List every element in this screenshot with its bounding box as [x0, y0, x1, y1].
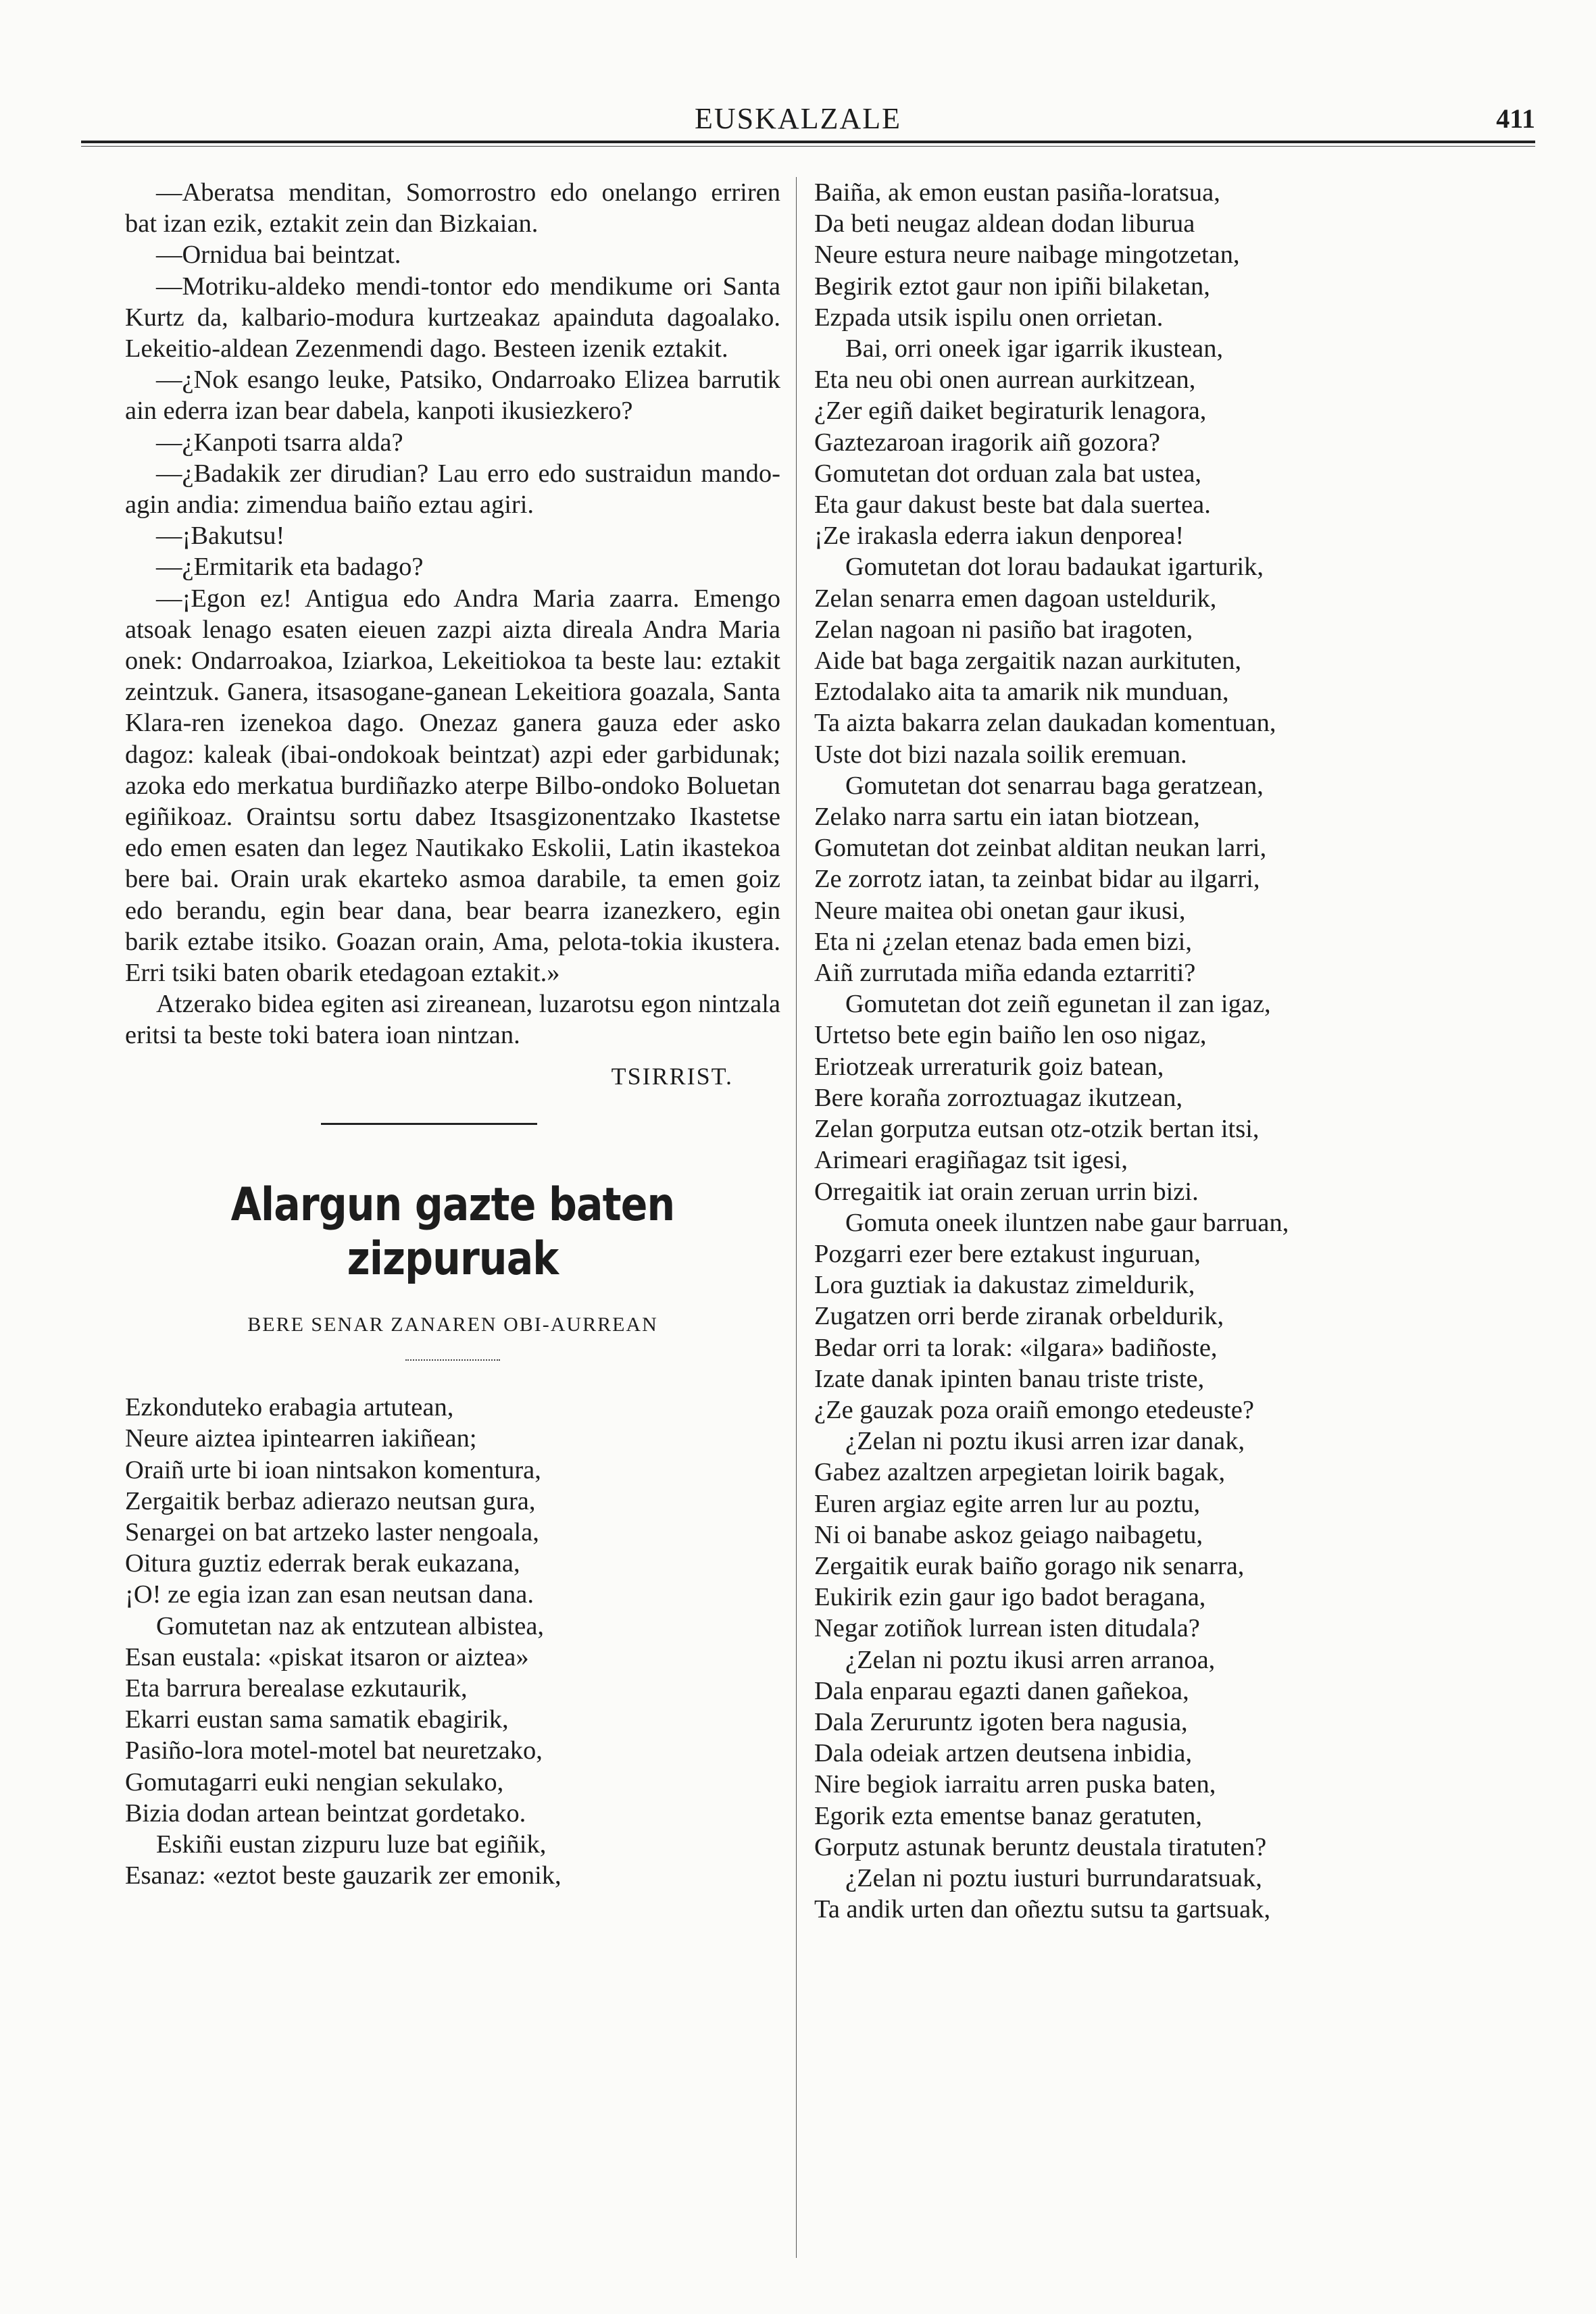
poem-line: Ni oi banabe askoz geiago naibagetu, [814, 1520, 1203, 1549]
poem-line: ¡O! ze egia izan zan esan neutsan dana. [125, 1580, 534, 1609]
poem-line: Urtetso bete egin baiño len oso nigaz, [814, 1021, 1207, 1050]
poem-line: ¿Zelan ni poztu ikusi arren izar danak, [845, 1427, 1245, 1456]
paragraph: —¿Nok esango leuke, Patsiko, Ondarroako Elizea barrutik ain ederra izan bear dabela, kanpoti ikusiezkero? [125, 366, 780, 426]
poem-line: Eriotzeak urreraturik goiz batean, [814, 1052, 1164, 1081]
running-title: EUSKALZALE [695, 102, 901, 135]
paragraph: —¿Kanpoti tsarra alda? [156, 428, 403, 457]
poem-line: Zelako narra sartu ein iatan biotzean, [814, 803, 1200, 832]
page-number: 411 [1496, 103, 1535, 134]
poem-line: Gomutetan dot senarrau baga geratzean, [845, 771, 1264, 800]
section-ornament [125, 1104, 780, 1145]
poem-line: Begirik eztot gaur non ipiñi bilaketan, [814, 272, 1210, 301]
poem-line: Uste dot bizi nazala soilik eremuan. [814, 740, 1187, 769]
right-column [814, 177, 1463, 1925]
poem-line: Da beti neugaz aldean dodan liburua [814, 209, 1195, 238]
poem-line: Zergaitik eurak baiño gorago nik senarra, [814, 1551, 1245, 1580]
poem-line: Gomutetan dot zeiñ egunetan il zan igaz, [845, 990, 1271, 1019]
poem-line: Eskiñi eustan zizpuru luze bat egiñik, [156, 1830, 547, 1859]
poem-line: Zugatzen orri berde ziranak orbeldurik, [814, 1302, 1224, 1331]
page-header [81, 101, 1535, 142]
subtitle-rule [405, 1359, 500, 1361]
article-title: Alargun gazte baten zizpuruak [230, 1178, 675, 1286]
poem-line: Pasiño-lora motel-motel bat neuretzako, [125, 1736, 543, 1765]
paragraph: —Aberatsa menditan, Somorrostro edo onelango erriren bat izan ezik, eztakit zein dan Bizkaian. [125, 178, 780, 238]
paragraph: —¡Egon ez! Antigua edo Andra Maria zaarra. Emengo atsoak lenago esaten eieuen zazpi aizta direala Andra Maria onek: Ondarroakoa, Iziarkoa, Lekeitiokoa ta beste lau: eztakit zeintzuk. Ganera, itsasogane-ganean Lekeitiora goazala, Santa Klara-ren izenekoa dago. Onezaz ganera gauza eder asko dagoz: kaleak (ibai-ondokoak beintzat) azpi eder garbidunak; azoka edo merkatua burdiñazko aterpe Bilbo-ondoko Boluetan egiñikoaz. Oraintsu sortu dabez Itsasgizonentzako Ikastetse edo emen esaten dan legez Nautikako Eskolii, Latin ikastekoa bere bai. Orain urak ekarteko asmoa darabile, ta emen goiz edo berandu, egin bear dana, bear bearra izanezkero, egin barik eztabe itsiko. Goazan orain, Ama, pelota-tokia ikustera. Erri tsiki baten obarik etedagoan eztakit.» [125, 584, 780, 988]
poem-line: Aide bat baga zergaitik nazan aurkituten, [814, 647, 1242, 676]
paragraph: Atzerako bidea egiten asi zireanean, luzarotsu egon nintzala eritsi ta beste toki batera ioan nintzan. [125, 990, 780, 1050]
poem-line: Eztodalako aita ta amarik nik munduan, [814, 678, 1229, 707]
poem-line: ¡Ze irakasla ederra iakun denporea! [814, 522, 1184, 551]
poem-line: Bizia dodan artean beintzat gordetako. [125, 1799, 526, 1828]
poem-line: Ta andik urten dan oñeztu sutsu ta gartsuak, [814, 1895, 1271, 1924]
poem-left [125, 1392, 780, 1891]
poem-line: Orregaitik iat orain zeruan urrin bizi. [814, 1177, 1199, 1206]
poem-line: ¿Zelan ni poztu iusturi burrundaratsuak, [845, 1863, 1262, 1892]
poem-line: Zelan nagoan ni pasiño bat iragoten, [814, 615, 1193, 644]
poem-line: Gomutetan naz ak entzutean albistea, [156, 1611, 545, 1640]
poem-line: Eta ni ¿zelan etenaz bada emen bizi, [814, 927, 1193, 956]
poem-line: ¿Zer egiñ daiket begiraturik lenagora, [814, 397, 1207, 426]
poem-right [814, 177, 1463, 1925]
poem-line: Zelan senarra emen dagoan usteldurik, [814, 584, 1217, 613]
paragraph: —¡Bakutsu! [156, 522, 285, 551]
poem-line: Neure maitea obi onetan gaur ikusi, [814, 896, 1186, 925]
poem-line: Oitura guztiz ederrak berak eukazana, [125, 1549, 520, 1578]
poem-line: Ta aizta bakarra zelan daukadan komentuan, [814, 709, 1276, 738]
dialogue-text [125, 177, 780, 1051]
poem-line: Esanaz: «eztot beste gauzarik zer emonik, [125, 1861, 562, 1890]
poem-line: Zelan gorputza eutsan otz-otzik bertan itsi, [814, 1115, 1260, 1144]
poem-line: Eukirik ezin gaur igo badot beragana, [814, 1583, 1206, 1612]
poem-line: Aiñ zurrutada miña edanda eztarriti? [814, 959, 1196, 988]
poem-line: Ekarri eustan sama samatik ebagirik, [125, 1705, 509, 1734]
poem-line: Bedar orri ta lorak: «ilgara» badiñoste, [814, 1333, 1218, 1362]
poem-line: Gomutetan dot lorau badaukat igarturik, [845, 553, 1264, 582]
poem-line: Bere koraña zorroztuagaz ikutzean, [814, 1083, 1183, 1112]
paragraph: —Ornidua bai beintzat. [156, 241, 401, 270]
poem-line: Zergaitik berbaz adierazo neutsan gura, [125, 1486, 536, 1515]
poem-line: Eta barrura berealase ezkutaurik, [125, 1674, 468, 1703]
poem-line: Dala Zeruruntz igoten bera nagusia, [814, 1707, 1188, 1736]
article-subtitle: BERE SENAR ZANAREN OBI-AURREAN [247, 1313, 658, 1336]
poem-line: Gomutetan dot orduan zala bat ustea, [814, 459, 1202, 488]
poem-line: Neure estura neure naibage mingotzetan, [814, 241, 1240, 270]
poem-line: Senargei on bat artzeko laster nengoala, [125, 1517, 539, 1546]
poem-line: Gorputz astunak beruntz deustala tiratuten? [814, 1832, 1267, 1861]
poem-line: Gomutetan dot zeinbat alditan neukan larri, [814, 834, 1267, 863]
poem-line: Dala odeiak artzen deutsena inbidia, [814, 1739, 1193, 1768]
paragraph: —¿Badakik zer dirudian? Lau erro edo sustraidun mando-agin andia: zimendua baiño eztau agiri. [125, 459, 780, 520]
poem-line: Gomutagarri euki nengian sekulako, [125, 1767, 504, 1796]
poem-line: Ezpada utsik ispilu onen orrietan. [814, 303, 1164, 332]
header-rule [81, 141, 1535, 143]
poem-line: ¿Zelan ni poztu ikusi arren arranoa, [845, 1645, 1216, 1674]
poem-line: Neure aiztea ipintearren iakiñean; [125, 1424, 477, 1453]
poem-line: ¿Ze gauzak poza oraiñ emongo etedeuste? [814, 1395, 1254, 1424]
poem-line: Izate danak ipinten banau triste triste, [814, 1364, 1205, 1393]
poem-line: Ezkonduteko erabagia artutean, [125, 1393, 454, 1422]
poem-line: Baiña, ak emon eustan pasiña-loratsua, [814, 178, 1220, 207]
poem-line: Eta neu obi onen aurrean aurkitzean, [814, 366, 1196, 395]
poem-line: Euren argiaz egite arren lur au poztu, [814, 1489, 1201, 1518]
poem-line: Nire begiok iarraitu arren puska baten, [814, 1770, 1216, 1799]
paragraph: —¿Ermitarik eta badago? [156, 553, 424, 582]
poem-line: Gabez azaltzen arpegietan loirik bagak, [814, 1458, 1226, 1487]
poem-line: Gaztezaroan iragorik aiñ gozora? [814, 428, 1160, 457]
poem-line: Dala enparau egazti danen gañekoa, [814, 1676, 1189, 1705]
column-divider [796, 177, 797, 2258]
header-rule-thin [81, 146, 1535, 147]
poem-line: Lora guztiak ia dakustaz zimeldurik, [814, 1271, 1195, 1300]
paragraph: —Motriku-aldeko mendi-tontor edo mendikume ori Santa Kurtz da, kalbario-modura kurtzeakaz apainduta dagoalako. Lekeitio-aldean Zezenmendi dago. Besteen izenik eztakit. [125, 272, 780, 363]
poem-line: Arimeari eragiñagaz tsit igesi, [814, 1146, 1128, 1175]
poem-line: Esan eustala: «piskat itsaron or aiztea» [125, 1642, 529, 1671]
poem-line: Pozgarri ezer bere eztakust inguruan, [814, 1239, 1201, 1268]
poem-line: Eta gaur dakust beste bat dala suertea. [814, 491, 1211, 520]
author-signature: TSIRRIST. [611, 1062, 733, 1090]
poem-line: Oraiñ urte bi ioan nintsakon komentura, [125, 1455, 541, 1484]
poem-line: Ze zorrotz iatan, ta zeinbat bidar au ilgarri, [814, 865, 1260, 894]
left-column [125, 177, 780, 1891]
poem-line: Egorik ezta ementse banaz geratuten, [814, 1801, 1203, 1830]
poem-line: Bai, orri oneek igar igarrik ikustean, [845, 334, 1224, 363]
poem-line: Gomuta oneek iluntzen nabe gaur barruan, [845, 1208, 1289, 1237]
poem-line: Negar zotiñok lurrean isten ditudala? [814, 1614, 1200, 1643]
ornament-line [321, 1123, 537, 1125]
